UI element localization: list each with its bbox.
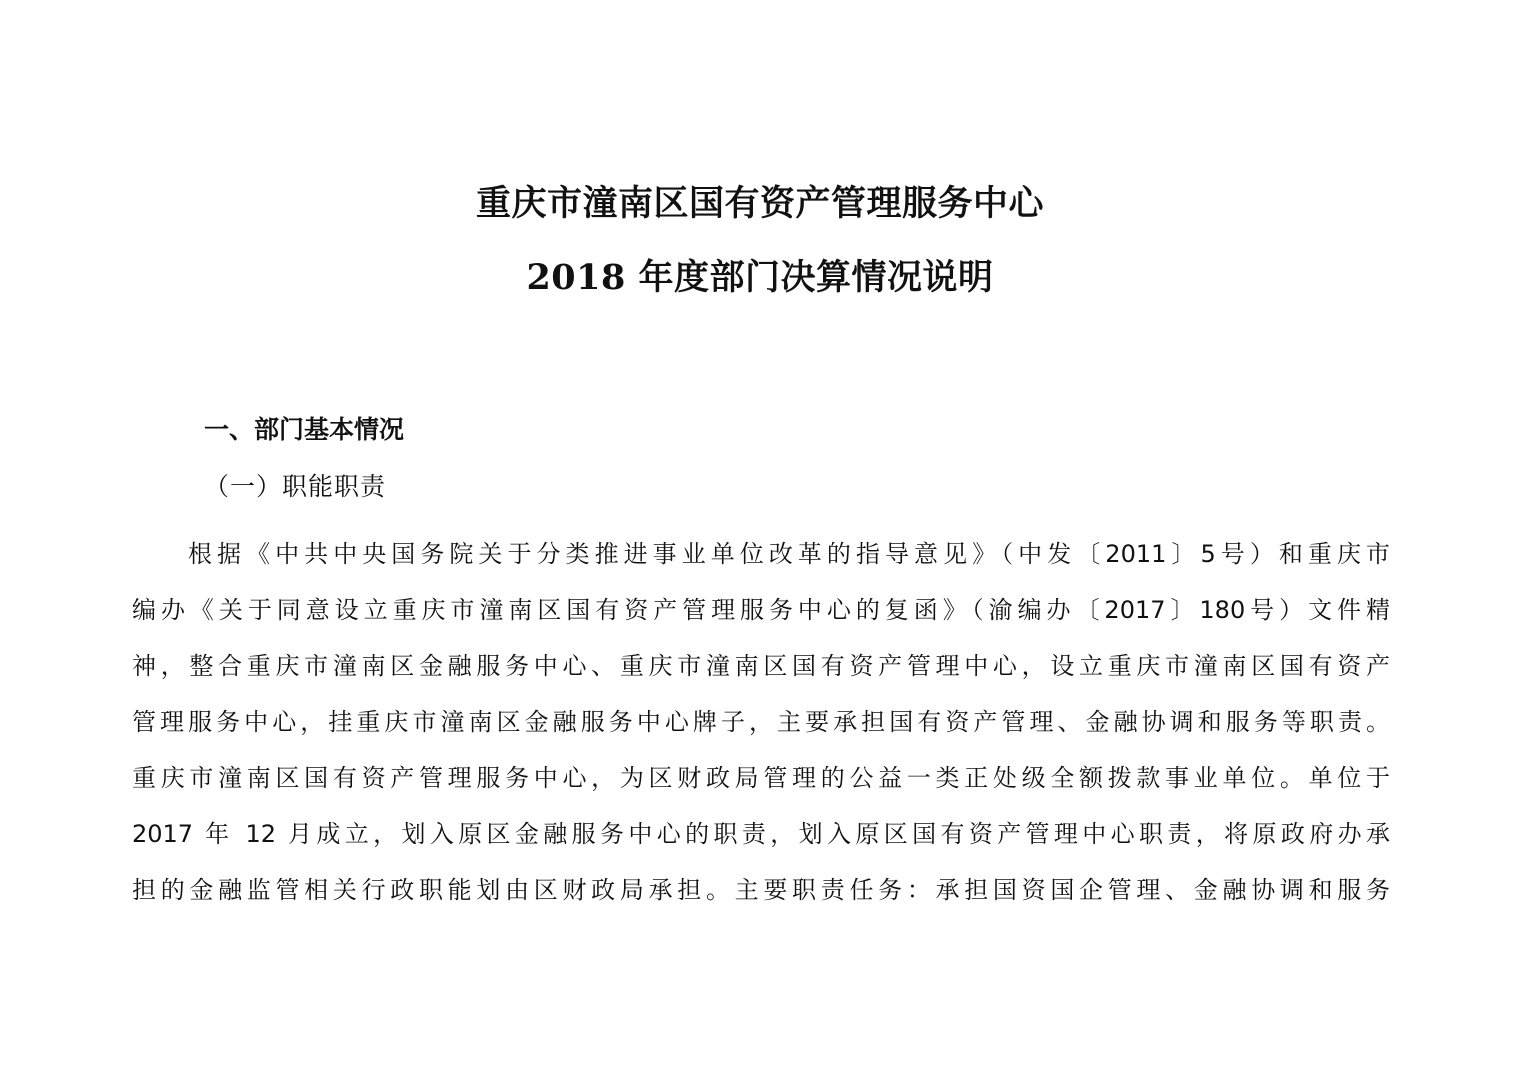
paragraph-line: 神，整合重庆市潼南区金融服务中心、重庆市潼南区国有资产管理中心，设立重庆市潼南区国有资产 (132, 652, 1390, 680)
subsection-heading: （一）职能职责 (204, 472, 387, 501)
paragraph-line: 重庆市潼南区国有资产管理服务中心，为区财政局管理的公益一类正处级全额拨款事业单位。单位于 (132, 764, 1390, 792)
document-title-line-2: 2018 年度部门决算情况说明 (526, 257, 994, 298)
paragraph-line: 2017 年 12 月成立，划入原区金融服务中心的职责，划入原区国有资产管理中心职责，将原政府办承 (132, 820, 1390, 848)
document-title-line-1: 重庆市潼南区国有资产管理服务中心 (475, 183, 1044, 224)
section-heading: 一、部门基本情况 (204, 415, 405, 444)
paragraph-line: 管理服务中心，挂重庆市潼南区金融服务中心牌子，主要承担国有资产管理、金融协调和服务等职责。 (132, 708, 1390, 736)
paragraph-line: 担的金融监管相关行政职能划由区财政局承担。主要职责任务：承担国资国企管理、金融协调和服务 (132, 876, 1390, 904)
paragraph-line: 编办《关于同意设立重庆市潼南区国有资产管理服务中心的复函》（渝编办〔2017〕180号）文件精 (132, 596, 1390, 624)
paragraph-line: 根据《中共中央国务院关于分类推进事业单位改革的指导意见》（中发〔2011〕5号）和重庆市 (188, 540, 1390, 568)
